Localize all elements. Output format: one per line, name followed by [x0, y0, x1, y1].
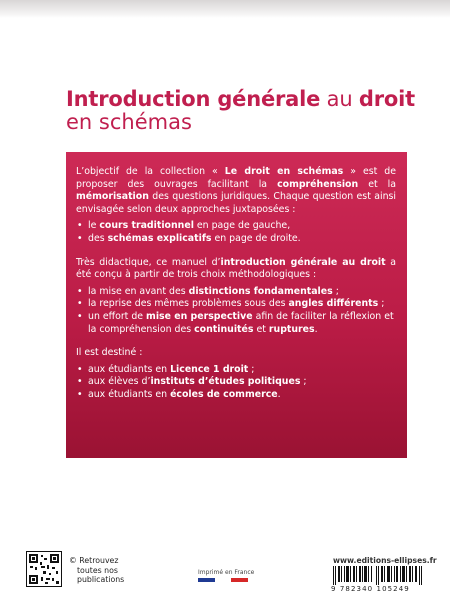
- text-run: le: [88, 220, 97, 232]
- text-run: en page de gauche,: [196, 220, 291, 232]
- title-line-2: en schémas: [66, 109, 192, 134]
- flag-blue: [198, 578, 215, 582]
- list-item: [76, 389, 396, 402]
- description-panel: [66, 152, 407, 458]
- isbn-digits: 9 782340 105249: [331, 585, 410, 593]
- method-paragraph: [76, 257, 396, 282]
- audience-paragraph: Il est destiné :: [76, 347, 143, 359]
- spacer: [76, 336, 396, 347]
- keyword: ruptures: [268, 323, 315, 335]
- text-run: ;: [381, 298, 385, 310]
- retrouvez-line: publications: [77, 575, 125, 585]
- qr-code-icon: [27, 552, 61, 586]
- retrouvez-line: © Retrouvez: [69, 556, 119, 565]
- list-item: [76, 286, 396, 299]
- text-run: ;: [335, 285, 339, 297]
- list-item: [76, 298, 396, 311]
- title-part-au: au: [320, 87, 359, 111]
- title-line-1: [66, 88, 426, 111]
- flag-white: [215, 578, 232, 582]
- keyword: angles différents: [288, 298, 379, 310]
- keyword: schémas explicatifs: [107, 232, 212, 244]
- approaches-list: [76, 220, 396, 245]
- made-in-france-label: Imprimé en France: [198, 569, 255, 576]
- list-item: [76, 233, 396, 246]
- list-item: [76, 376, 396, 389]
- text-run: .: [277, 388, 281, 400]
- list-item: [76, 311, 396, 336]
- intro-paragraph: [76, 166, 396, 216]
- text-run: aux étudiants en: [88, 388, 168, 400]
- list-item: [76, 364, 396, 377]
- text-run: un effort de: [88, 310, 144, 322]
- text-run: et: [256, 323, 266, 335]
- retrouvez-text: [69, 556, 124, 585]
- keyword: Licence 1 droit: [170, 363, 249, 375]
- text-run: a été conçu à partir de trois choix méthodologiques :: [76, 256, 396, 281]
- text-run: Très didactique, ce manuel d’: [76, 256, 221, 268]
- text-run: en page de droite.: [214, 232, 301, 244]
- text-run: ;: [303, 376, 307, 388]
- keyword-memorisation: mémorisation: [76, 191, 149, 203]
- keyword: cours traditionnel: [99, 220, 194, 232]
- keyword: continuités: [194, 323, 254, 335]
- text-run: .: [314, 323, 318, 335]
- spacer: [76, 246, 396, 257]
- french-flag-icon: [198, 578, 248, 582]
- top-band: [0, 0, 450, 18]
- qr-code[interactable]: [26, 551, 62, 587]
- text-run: et la: [368, 178, 397, 190]
- text-run: » est de proposer des ouvrages facilitant la: [76, 166, 397, 190]
- keyword: instituts d’études politiques: [150, 376, 301, 388]
- keyword: distinctions fondamentales: [188, 285, 333, 297]
- flag-red: [231, 578, 248, 582]
- text-run: aux élèves d’: [88, 376, 151, 388]
- title-part-intro: Introduction générale: [66, 87, 321, 111]
- collection-name: Le droit en schémas: [224, 166, 344, 177]
- text-run: afin de faciliter la réflexion et la compréhension des: [88, 310, 394, 335]
- keyword: écoles de commerce: [170, 388, 278, 400]
- publisher-website[interactable]: www.editions-ellipses.fr: [333, 556, 437, 565]
- method-list: [76, 286, 396, 336]
- text-run: des questions juridiques. Chaque question est ainsi envisagée selon deux approches juxtaposées :: [76, 191, 397, 215]
- text-run: la mise en avant des: [88, 285, 186, 297]
- keyword: introduction générale au droit: [220, 256, 386, 268]
- text-run: la reprise des mêmes problèmes sous des: [88, 298, 286, 310]
- barcode-icon: [333, 566, 423, 585]
- keyword-comprehension: compréhension: [277, 178, 359, 190]
- text-run: L’objectif de la collection «: [76, 166, 218, 177]
- text-run: des: [88, 232, 105, 244]
- audience-list: [76, 364, 396, 402]
- text-run: ;: [251, 363, 255, 375]
- list-item: [76, 220, 396, 233]
- title-part-droit: droit: [358, 87, 415, 111]
- retrouvez-line: toutes nos: [77, 565, 118, 575]
- book-title: [66, 88, 426, 133]
- keyword: mise en perspective: [146, 310, 253, 322]
- text-run: aux étudiants en: [88, 363, 168, 375]
